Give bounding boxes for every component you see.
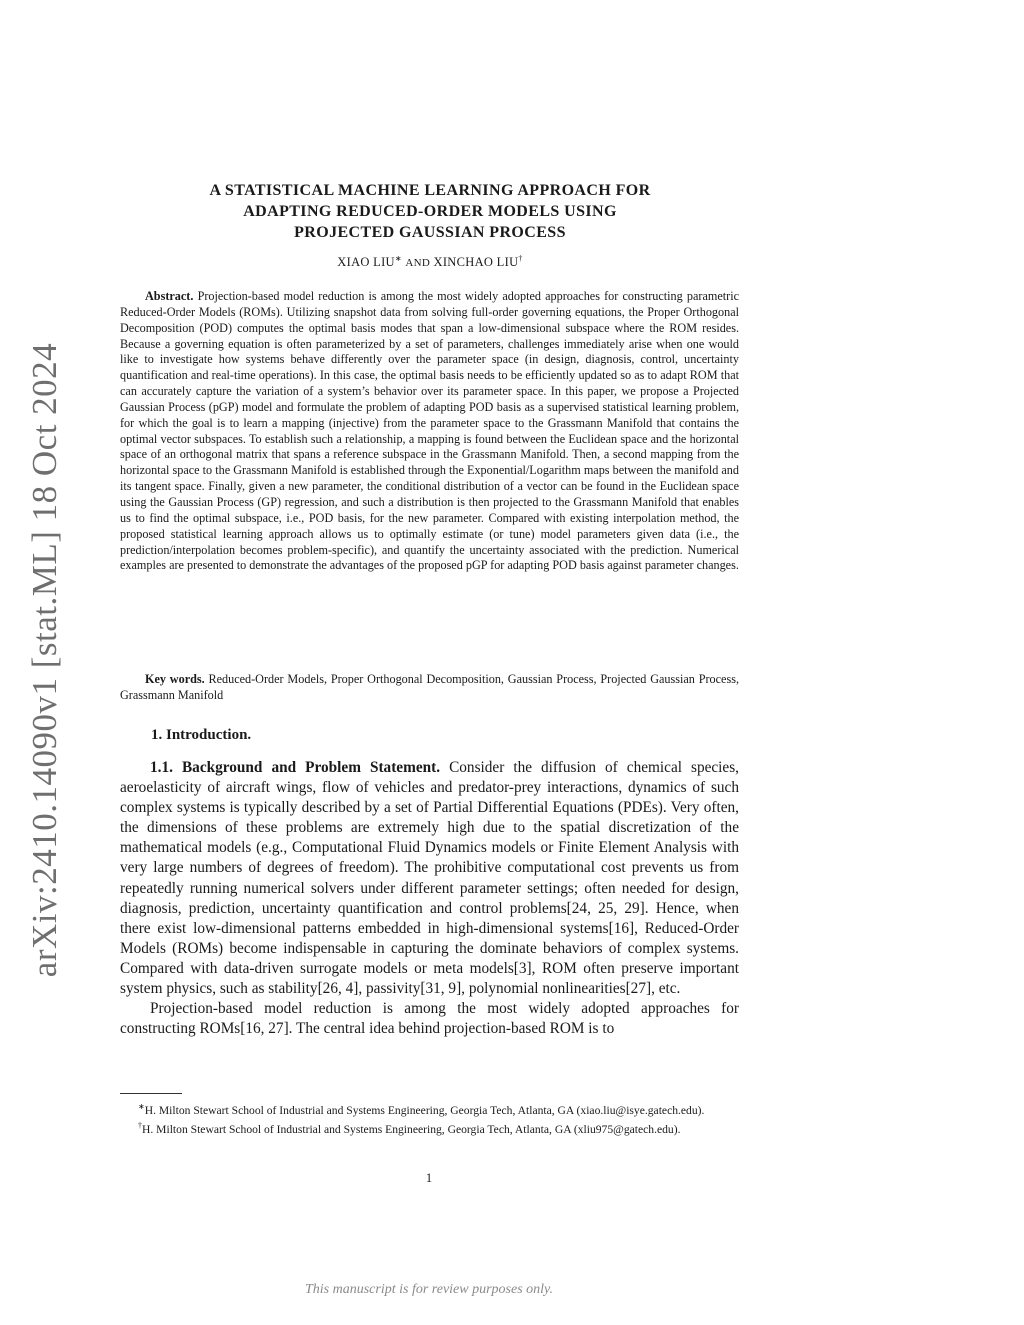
abstract-label: Abstract. bbox=[145, 289, 194, 303]
review-watermark-note: This manuscript is for review purposes only. bbox=[305, 1282, 553, 1297]
footnote-2-text: H. Milton Stewart School of Industrial and Systems Engineering, Georgia Tech, Atlanta, GA (xliu975@gatech.edu). bbox=[142, 1123, 681, 1137]
title-line-3: PROJECTED GAUSSIAN PROCESS bbox=[294, 224, 566, 241]
footnote-divider bbox=[120, 1093, 182, 1094]
author-2-footnote-mark: † bbox=[518, 254, 523, 263]
footnotes bbox=[120, 1099, 739, 1138]
keywords-label: Key words. bbox=[145, 672, 205, 686]
footnote-2-mark: † bbox=[138, 1121, 142, 1131]
footnote-1-mark: ∗ bbox=[138, 1102, 145, 1111]
page-number: 1 bbox=[425, 1171, 433, 1185]
abstract-text: Projection-based model reduction is among the most widely adopted approaches for constructing parametric Reduced-Order Models (ROMs). Utilizing snapshot data from solving full-order governing equations, the Proper Orthogonal Decomposition (POD) computes the optimal basis modes that span a low-dimensional subspace where the ROM resides. Because a governing equation is often parameterized by a set of parameters, challenges immediately arise when one would like to investigate how systems behave differently over the parameter space (in design, diagnosis, control, uncertainty quantification and real-time operations). In this case, the optimal basis needs to be efficiently updated so as to adapt ROM that can accurately capture the variation of a system’s behavior over its parameter space. In this paper, we propose a Projected Gaussian Process (pGP) model and formulate the problem of adapting POD basis as a supervised statistical learning problem, for which the goal is to learn a mapping (injective) from the parameter space to the Grassmann Manifold that contains the optimal vector subspaces. To establish such a relationship, a mapping is found between the Euclidean space and the horizontal space of an orthogonal matrix that spans a reference subspace in the Grassmann Manifold. Then, a second mapping from the horizontal space to the Grassmann Manifold is established through the Exponential/Logarithm maps between the manifold and its tangent space. Finally, given a new parameter, the conditional distribution of a vector can be found in the Euclidean space using the Gaussian Process (GP) regression, and such a distribution is then projected to the Grassmann Manifold that enables us to find the optimal subspace, i.e., POD basis, for the new parameter. Compared with existing interpolation method, the proposed statistical learning approach allows us to optimally estimate (or tune) model parameters given data (i.e., the prediction/interpolation becomes problem-specific), and quantify the uncertainty associated with the prediction. Numerical examples are presented to demonstrate the advantages of the proposed pGP for adapting POD basis against parameter changes. bbox=[120, 289, 740, 573]
body-paragraph bbox=[120, 999, 739, 1039]
arxiv-identifier-stamp[interactable]: arXiv:2410.14090v1 [stat.ML] 18 Oct 2024 bbox=[25, 342, 64, 978]
author-name-2: XINCHAO LIU bbox=[433, 255, 519, 270]
author-1-footnote-mark: ∗ bbox=[394, 254, 402, 263]
paragraph-text-2: Projection-based model reduction is among the most widely adopted approaches for constructing ROMs[16, 27]. The central idea behind projection-based ROM is to bbox=[120, 1000, 739, 1038]
title-line-2: ADAPTING REDUCED-ORDER MODELS USING bbox=[243, 203, 617, 220]
section-heading-introduction: 1. Introduction. bbox=[151, 727, 252, 743]
subsection-heading: 1.1. Background and Problem Statement. bbox=[150, 759, 441, 776]
author-name-1: XIAO LIU bbox=[337, 255, 395, 270]
footnote-2 bbox=[120, 1118, 739, 1137]
paragraph-text-1: Consider the diffusion of chemical species, aeroelasticity of aircraft wings, flow of vehicles and predator-prey interactions, dynamics of such complex systems is typically described by a set of Partial Differential Equations (PDEs). Very often, the dimensions of these problems are extremely high due to the spatial discretization of the mathematical models (e.g., Computational Fluid Dynamics models or Finite Element Analysis with very large numbers of degrees of freedom). The prohibitive computational cost prevents us from repeatedly running numerical solvers under different parameter settings; often needed for design, diagnosis, prediction, uncertainty quantification and control problems[24, 25, 29]. Hence, when there exist low-dimensional patterns embedded in high-dimensional systems[16], Reduced-Order Models (ROMs) become indispensable in capturing the dominate behaviors of complex systems. Compared with data-driven surrogate models or meta models[3], ROM often preserve important system physics, such as stability[26, 4], passivity[31, 9], polynomial nonlinearities[27], etc. bbox=[120, 759, 739, 998]
body-paragraph bbox=[120, 758, 739, 999]
paper-title bbox=[150, 180, 710, 243]
footnote-1-text: H. Milton Stewart School of Industrial and Systems Engineering, Georgia Tech, Atlanta, GA (xiao.liu@isye.gatech.edu). bbox=[144, 1103, 705, 1117]
author-list bbox=[150, 254, 710, 270]
introduction-body bbox=[120, 758, 739, 1039]
author-conjunction: AND bbox=[405, 257, 431, 270]
title-line-1: A STATISTICAL MACHINE LEARNING APPROACH FOR bbox=[209, 182, 651, 199]
keywords-text: Reduced-Order Models, Proper Orthogonal Decomposition, Gaussian Process, Projected Gaussian Process, Grassmann Manifold bbox=[120, 672, 739, 702]
footnote-1 bbox=[120, 1099, 739, 1118]
keywords bbox=[120, 672, 739, 704]
abstract bbox=[120, 289, 739, 574]
